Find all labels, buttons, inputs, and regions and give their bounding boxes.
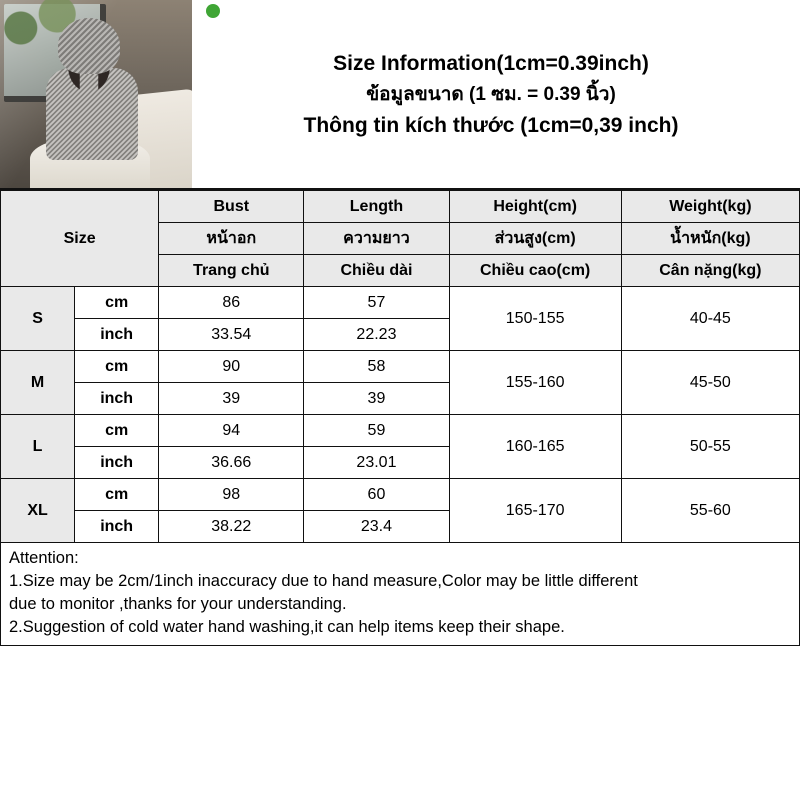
row-xl-length-cm: 60 (304, 479, 449, 511)
row-size-m: M (1, 351, 75, 415)
row-xl-unit-cm: cm (75, 479, 159, 511)
header-section (0, 0, 800, 190)
row-m-bust-cm: 90 (159, 351, 304, 383)
attention-line-3: 2.Suggestion of cold water hand washing,it can help items keep their shape. (9, 618, 565, 636)
row-xl-bust-cm: 98 (159, 479, 304, 511)
row-m-height: 155-160 (449, 351, 621, 415)
header-bust-en: Bust (159, 191, 304, 223)
header-weight-th: น้ำหนัก(kg) (621, 223, 799, 255)
attention-line-2: due to monitor ,thanks for your understanding. (9, 595, 347, 613)
row-l-height: 160-165 (449, 415, 621, 479)
title-block (192, 0, 800, 188)
table-row (1, 415, 800, 447)
header-length-en: Length (304, 191, 449, 223)
header-height-en: Height(cm) (449, 191, 621, 223)
header-bust-vi: Trang chủ (159, 255, 304, 287)
attention-line-1: 1.Size may be 2cm/1inch inaccuracy due to hand measure,Color may be little different (9, 572, 638, 590)
row-l-weight: 50-55 (621, 415, 799, 479)
row-s-length-cm: 57 (304, 287, 449, 319)
title-line-vi: Thông tin kích thước (1cm=0,39 inch) (303, 113, 679, 137)
row-s-length-inch: 22.23 (304, 319, 449, 351)
row-l-length-inch: 23.01 (304, 447, 449, 479)
row-size-s: S (1, 287, 75, 351)
row-xl-weight: 55-60 (621, 479, 799, 543)
table-row (1, 287, 800, 319)
header-weight-vi: Cân nặng(kg) (621, 255, 799, 287)
title-line-th: ข้อมูลขนาด (1 ซม. = 0.39 นิ้ว) (366, 83, 616, 105)
row-l-length-cm: 59 (304, 415, 449, 447)
green-dot-icon (206, 4, 220, 18)
product-photo (0, 0, 192, 188)
title-line-en: Size Information(1cm=0.39inch) (333, 51, 649, 75)
row-xl-height: 165-170 (449, 479, 621, 543)
row-s-bust-inch: 33.54 (159, 319, 304, 351)
size-table (0, 190, 800, 543)
table-row (1, 351, 800, 383)
row-m-length-cm: 58 (304, 351, 449, 383)
photo-model-cardigan (46, 68, 138, 160)
header-height-vi: Chiều cao(cm) (449, 255, 621, 287)
header-weight-en: Weight(kg) (621, 191, 799, 223)
photo-model-hood (58, 18, 120, 74)
header-size-label: Size (1, 191, 159, 287)
header-bust-th: หน้าอก (159, 223, 304, 255)
table-header-row-en (1, 191, 800, 223)
row-m-weight: 45-50 (621, 351, 799, 415)
header-height-th: ส่วนสูง(cm) (449, 223, 621, 255)
row-s-height: 150-155 (449, 287, 621, 351)
row-xl-bust-inch: 38.22 (159, 511, 304, 543)
row-size-xl: XL (1, 479, 75, 543)
row-xl-unit-inch: inch (75, 511, 159, 543)
row-size-l: L (1, 415, 75, 479)
row-m-unit-inch: inch (75, 383, 159, 415)
row-xl-length-inch: 23.4 (304, 511, 449, 543)
footer-whitespace (0, 646, 800, 704)
row-m-unit-cm: cm (75, 351, 159, 383)
attention-section (0, 543, 800, 646)
header-length-vi: Chiều dài (304, 255, 449, 287)
header-length-th: ความยาว (304, 223, 449, 255)
row-l-bust-cm: 94 (159, 415, 304, 447)
table-row (1, 479, 800, 511)
row-s-bust-cm: 86 (159, 287, 304, 319)
row-m-length-inch: 39 (304, 383, 449, 415)
attention-heading: Attention: (9, 549, 79, 567)
row-l-bust-inch: 36.66 (159, 447, 304, 479)
row-s-unit-inch: inch (75, 319, 159, 351)
row-s-unit-cm: cm (75, 287, 159, 319)
row-s-weight: 40-45 (621, 287, 799, 351)
row-l-unit-inch: inch (75, 447, 159, 479)
row-l-unit-cm: cm (75, 415, 159, 447)
row-m-bust-inch: 39 (159, 383, 304, 415)
